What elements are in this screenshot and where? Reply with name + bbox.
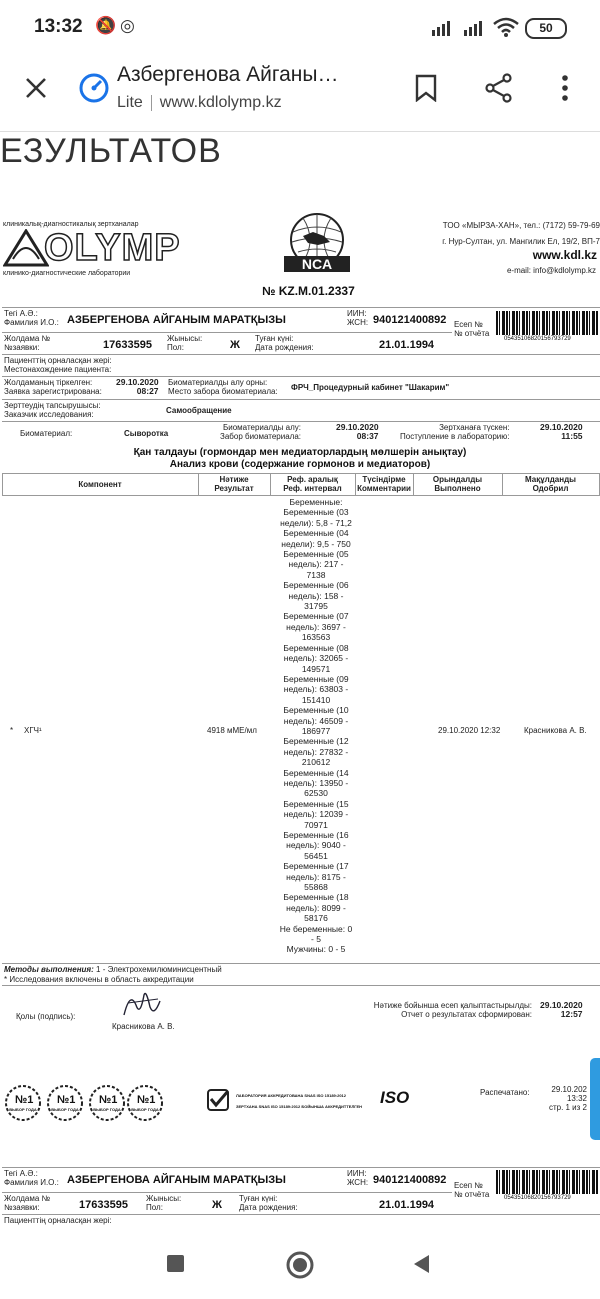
- registered-datetime: 29.10.2020 08:27: [116, 377, 159, 396]
- nca-seal-icon: [278, 212, 356, 276]
- accreditation-line-1: ЛАБОРАТОРИЯ АККРЕДИТОВАНА SNAS ISO 15189:2012: [236, 1093, 347, 1098]
- more-options-icon[interactable]: [561, 74, 569, 102]
- ref-line: недель): 8099 -: [286, 902, 346, 913]
- customer: Самообращение: [166, 406, 232, 415]
- results-banner: ЕЗУЛЬТАТОВ: [0, 132, 222, 170]
- report-barcode: [496, 1170, 598, 1194]
- ref-line: Беременные (16: [283, 830, 349, 840]
- analysis-title-kz: Қан талдауы (гормондар мен медиаторлардың мөлшерін анықтау): [133, 447, 467, 458]
- ref-line: Беременные (17: [283, 861, 349, 872]
- ref-line: Беременные (18: [283, 892, 349, 903]
- wifi-icon: [493, 17, 519, 37]
- award-subtext: ВЫБОР ГОДА: [51, 1107, 79, 1112]
- divider: [2, 1214, 600, 1215]
- award-badges: [4, 1084, 164, 1122]
- patient-sex: Ж: [212, 1199, 222, 1211]
- ref-line: недель): 46509 -: [283, 715, 349, 726]
- divider: [2, 307, 600, 308]
- col-ref: Реф. аралық Реф. интервал: [283, 475, 342, 493]
- ref-line: 70971: [304, 819, 328, 830]
- table-border: [2, 473, 600, 474]
- lite-mode-icon: [79, 73, 109, 103]
- dob-label: Туған күні: Дата рождения:: [255, 334, 314, 352]
- table-border: [2, 963, 600, 964]
- customer-label: Зерттеудің тапсырушысы: Заказчик исследования:: [4, 401, 101, 419]
- lab-address: г. Нур-Султан, ул. Мангилик Ел, 19/2, ВП-7: [442, 237, 600, 246]
- signer-name: Красникова А. В.: [112, 1022, 175, 1031]
- divider: [2, 1192, 452, 1193]
- ref-line: недель): 63803 -: [283, 684, 349, 695]
- ref-line: недели): 5,8 - 71,2: [280, 517, 352, 528]
- formed-datetime: 29.10.2020 12:57: [540, 1000, 583, 1019]
- document-view[interactable]: [0, 132, 600, 1242]
- ref-line: 55868: [304, 882, 328, 893]
- ref-line: недель): 8175 -: [286, 871, 346, 882]
- dob-label: Туған күні: Дата рождения:: [239, 1194, 298, 1212]
- done-datetime: 29.10.2020 12:32: [438, 726, 501, 735]
- received-label: Зертханаға түскен: Поступление в лабораторию:: [400, 423, 510, 441]
- barcode-number: 05435106820156793729: [504, 1195, 571, 1201]
- biomaterial-label: Биоматериал:: [20, 429, 73, 438]
- patient-iin: 940121400892: [373, 1174, 447, 1186]
- ref-line: Беременные (08: [283, 642, 349, 653]
- battery-indicator: 50: [525, 18, 567, 39]
- clock: 13:32: [34, 16, 83, 37]
- location-label: Пациенттің орналасқан жері:: [4, 1216, 112, 1225]
- approved-by: Красникова А. В.: [524, 726, 587, 735]
- table-border: [2, 495, 600, 496]
- ref-line: Беременные (12: [283, 736, 349, 747]
- mute-icon: 🔕: [95, 16, 117, 35]
- ref-line: Беременные (09: [283, 673, 349, 684]
- page-url: [117, 94, 282, 112]
- divider: [2, 332, 452, 333]
- award-subtext: ВЫБОР ГОДА: [9, 1107, 37, 1112]
- ref-line: недель): 3697 -: [286, 621, 346, 632]
- ref-line: Беременные:: [289, 497, 343, 507]
- printed-info: 29.10.202 13:32 стр. 1 из 2: [548, 1085, 587, 1112]
- ref-line: недель): 13950 -: [283, 777, 349, 788]
- olymp-logo-text: OLYMP: [44, 227, 181, 269]
- close-icon[interactable]: [24, 76, 48, 100]
- check-mark-icon: [206, 1088, 230, 1112]
- bio-place: ФРЧ_Процедурный кабинет "Шакарим": [291, 383, 450, 392]
- result-value: 4918 мМЕ/мл: [207, 726, 257, 735]
- divider: [2, 376, 600, 377]
- ref-line: 7138: [306, 569, 326, 580]
- ref-line: - 5: [311, 934, 321, 945]
- accreditation-line-2: ЗЕРТХАНА SNAS ISO 15189:2012 БОЙЫНША АККРЕДИТТЕЛГЕН: [236, 1104, 363, 1109]
- page-title: Азбергенова Айганы…: [117, 63, 339, 86]
- ref-line: Беременные (15: [283, 798, 349, 809]
- divider: [2, 399, 600, 400]
- ref-line: недель): 217 -: [288, 559, 344, 570]
- patient-dob: 21.01.1994: [379, 339, 435, 351]
- award-subtext: ВЫБОР ГОДА: [131, 1107, 159, 1112]
- url-text: www.kdlolymp.kz: [159, 94, 282, 111]
- lab-tagline-kz: клиникалық-диагностикалық зертханалар: [3, 221, 139, 228]
- patient-iin: 940121400892: [373, 314, 447, 326]
- recents-button[interactable]: [167, 1255, 184, 1272]
- order-label: Жолдама № №заявки:: [4, 1194, 51, 1212]
- report-label: Есеп № № отчёта: [454, 320, 490, 338]
- share-icon[interactable]: [484, 73, 514, 103]
- ref-line: Беременные (10: [283, 705, 349, 716]
- patient-name: АЗБЕРГЕНОВА АЙГАНЫМ МАРАТҚЫЗЫ: [67, 1174, 286, 1186]
- divider: [2, 985, 600, 986]
- component-name: ХГЧ¹: [24, 726, 42, 735]
- signature-label: Қолы (подпись):: [16, 1012, 76, 1021]
- ref-line: Беременные (04: [283, 528, 349, 539]
- sex-label: Жынысы: Пол:: [167, 334, 203, 352]
- patient-dob: 21.01.1994: [379, 1199, 435, 1211]
- accreditation-note: * Исследования включены в область аккредитации: [4, 975, 194, 984]
- status-bar: [0, 0, 600, 56]
- ref-interval: [278, 497, 354, 955]
- ref-line: недель): 158 -: [288, 590, 344, 601]
- name-label: Тегі А.Ә.: Фамилия И.О.:: [4, 1169, 59, 1187]
- signal-icon: [432, 20, 492, 36]
- ref-line: Беременные (07: [283, 611, 349, 622]
- col-done: Орындалды Выполнено: [432, 475, 483, 493]
- ref-line: Не беременные: 0: [279, 923, 353, 934]
- navigation-bar: [0, 1242, 600, 1299]
- bookmark-icon[interactable]: [415, 74, 437, 102]
- ref-line: 186977: [301, 725, 331, 736]
- report-label: Есеп № № отчёта: [454, 1181, 490, 1199]
- barcode-number: 05435106820156793729: [504, 336, 571, 342]
- whatsapp-icon: ◎: [120, 16, 135, 35]
- divider: [2, 354, 600, 355]
- award-subtext: ВЫБОР ГОДА: [93, 1107, 121, 1112]
- lab-company: ТОО «МЫРЗА-ХАН», тел.: (7172) 59-79-69: [442, 221, 600, 230]
- order-number: 17633595: [79, 1199, 128, 1211]
- ref-line: 163563: [301, 632, 331, 643]
- order-label: Жолдама № №заявки:: [4, 334, 51, 352]
- cert-number: № KZ.M.01.2337: [262, 284, 355, 298]
- back-button[interactable]: [411, 1253, 431, 1275]
- patient-sex: Ж: [230, 339, 240, 351]
- lite-label: Lite: [117, 94, 143, 111]
- ref-line: Беременные (03: [283, 507, 349, 518]
- ref-line: 31795: [304, 601, 328, 612]
- ref-line: Мужчины: 0 - 5: [286, 944, 346, 955]
- ref-line: недель): 32065 -: [283, 653, 349, 664]
- received-datetime: 29.10.2020 11:55: [540, 422, 583, 441]
- iin-label: ИИН: ЖСН:: [347, 309, 369, 327]
- ref-line: недель): 27832 -: [283, 746, 349, 757]
- award-text: №1: [57, 1094, 76, 1106]
- iin-label: ИИН: ЖСН:: [347, 1169, 369, 1187]
- award-text: №1: [137, 1094, 156, 1106]
- patient-name: АЗБЕРГЕНОВА АЙГАНЫМ МАРАТҚЫЗЫ: [67, 314, 286, 326]
- collect-datetime: 29.10.2020 08:37: [336, 422, 379, 441]
- sex-label: Жынысы: Пол:: [146, 1194, 182, 1212]
- name-label: Тегі А.Ә.: Фамилия И.О.:: [4, 309, 59, 327]
- lab-email[interactable]: e-mail: info@kdlolymp.kz: [506, 266, 596, 275]
- printed-label: Распечатано:: [480, 1088, 530, 1097]
- ref-line: 56451: [304, 850, 328, 861]
- biomaterial: Сыворотка: [124, 429, 169, 438]
- home-button[interactable]: [285, 1250, 315, 1280]
- ref-line: 62530: [304, 788, 328, 799]
- col-result: Нәтиже Результат: [214, 475, 254, 493]
- ref-line: 151410: [301, 694, 331, 705]
- lab-website[interactable]: www.kdl.kz: [532, 248, 597, 262]
- col-component: Компонент: [78, 480, 122, 489]
- order-number: 17633595: [103, 339, 152, 351]
- ref-line: Беременные (06: [283, 580, 349, 591]
- signature-image: [120, 987, 164, 1021]
- olymp-logo-mark: [3, 229, 49, 267]
- ref-line: 210612: [301, 757, 331, 768]
- accredited-marker: *: [10, 726, 14, 735]
- ref-line: Беременные (05: [283, 549, 349, 560]
- ref-line: 58176: [304, 913, 328, 924]
- ref-line: недель): 12039 -: [283, 809, 349, 820]
- svg-text:NCA: NCA: [301, 256, 333, 272]
- col-comment: Түсіндірме Комментарии: [357, 475, 411, 493]
- award-text: №1: [15, 1094, 34, 1106]
- ref-line: недель): 9040 -: [286, 840, 346, 851]
- analysis-title-ru: Анализ крови (содержание гормонов и медиаторов): [169, 459, 431, 470]
- ref-line: недели): 9,5 - 750: [281, 538, 351, 549]
- ref-line: 149571: [301, 663, 331, 674]
- registered-label: Жолдаманың тіркелген: Заявка зарегистрирована:: [4, 378, 102, 396]
- formed-label: Нәтиже бойынша есеп қалыптастырылды: Отчет о результатах сформирован:: [373, 1001, 532, 1019]
- collect-label: Биоматериалды алу: Забор биоматериала:: [220, 423, 301, 441]
- ref-line: Беременные (14: [283, 767, 349, 778]
- methods: Методы выполнения: 1 - Электрохемилюминисцентный: [4, 965, 222, 974]
- location-label: Пациенттің орналасқан жері: Местонахождение пациента:: [4, 356, 112, 374]
- divider: [2, 421, 600, 422]
- award-text: №1: [99, 1094, 118, 1106]
- scroll-handle[interactable]: [590, 1058, 600, 1140]
- col-approved: Мақұлданды Одобрил: [524, 475, 576, 493]
- lab-tagline-ru: клинико-диагностические лаборатории: [3, 270, 131, 277]
- report-barcode: [496, 311, 598, 335]
- divider: [2, 1167, 600, 1168]
- iso-logo: ISO: [380, 1088, 410, 1107]
- bio-place-label: Биоматериалды алу орны: Место забора биоматериала:: [168, 378, 278, 396]
